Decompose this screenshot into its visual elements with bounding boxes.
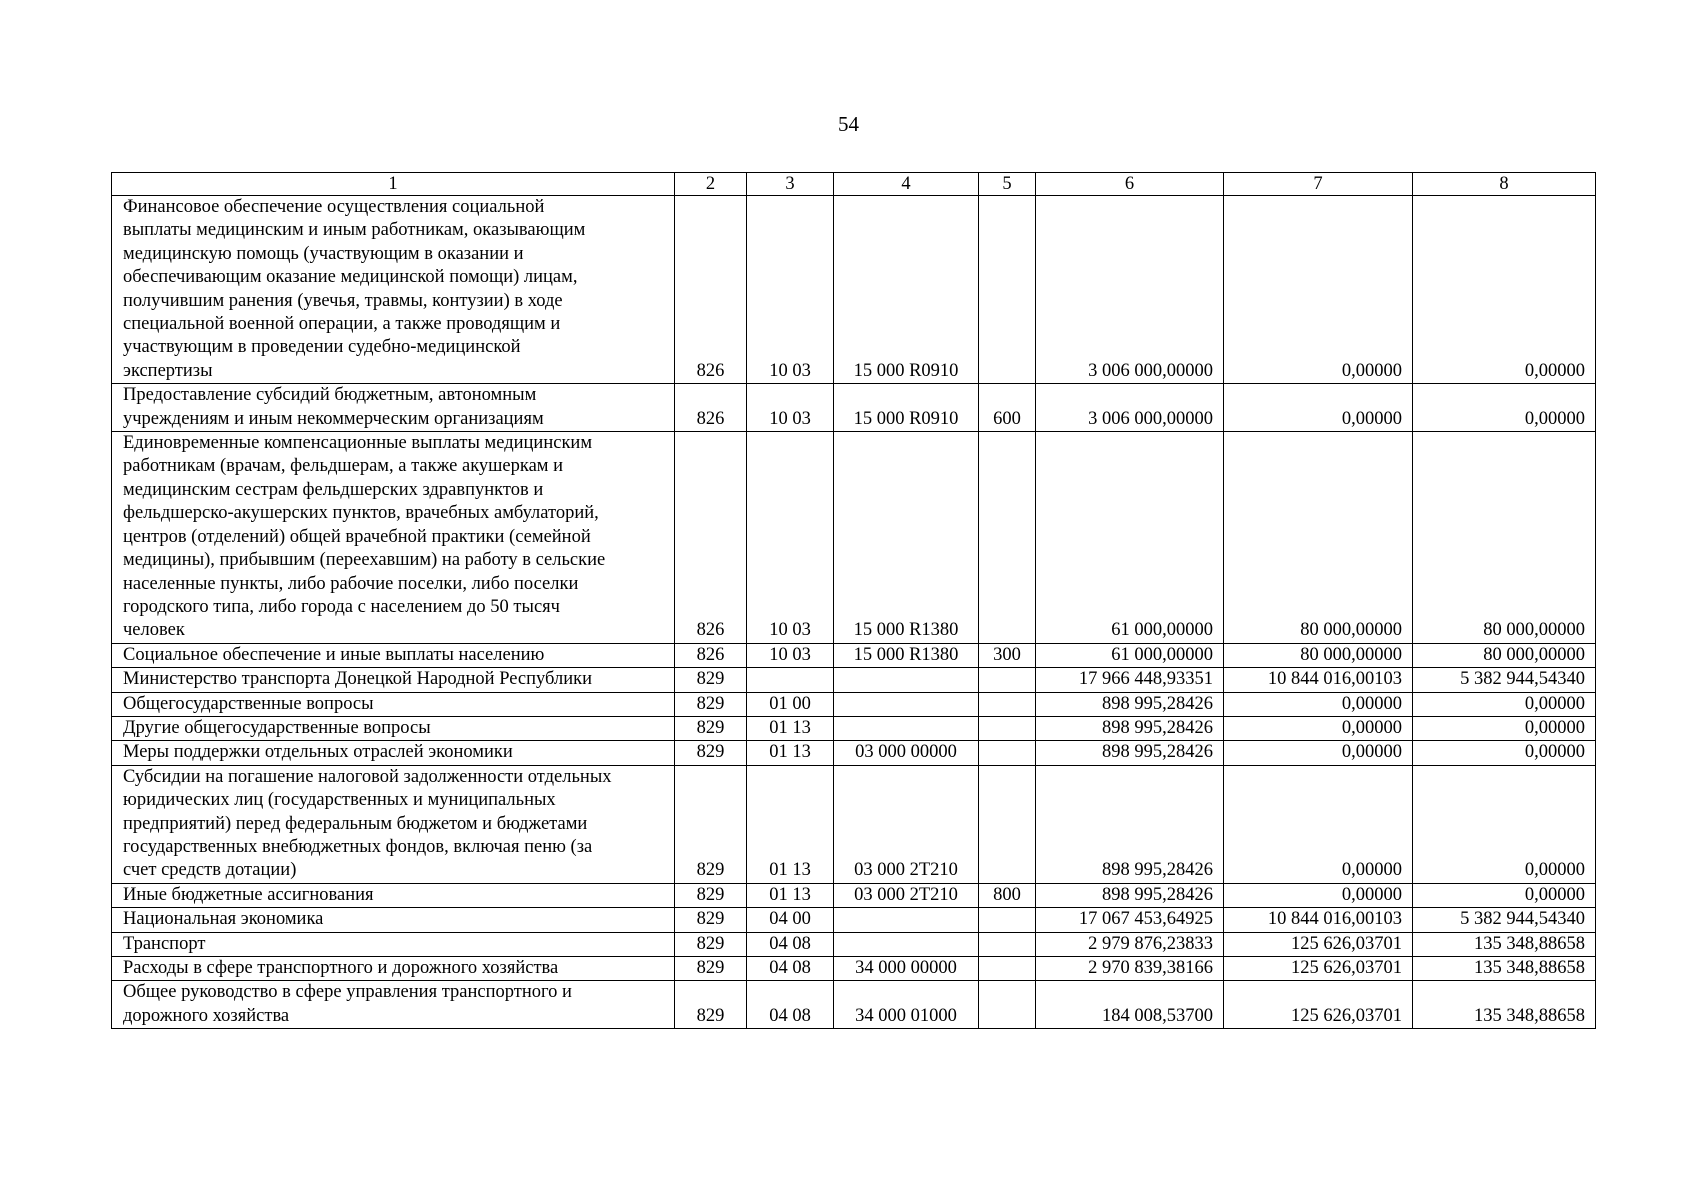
amount-col8-cell: 135 348,88658: [1413, 957, 1596, 981]
admin-code-cell: 829: [675, 981, 747, 1029]
section-code-cell: 01 00: [747, 692, 834, 716]
amount-col7-cell: 125 626,03701: [1224, 957, 1413, 981]
expense-type-cell: [979, 668, 1036, 692]
item-name-line: выплаты медицинским и иным работникам, оказывающим: [123, 220, 586, 241]
item-name-line: экспертизы: [123, 360, 213, 381]
item-name-line: Меры поддержки отдельных отраслей экономики: [123, 742, 513, 763]
expense-type-cell: [979, 981, 1036, 1029]
amount-col6-cell: 61 000,00000: [1036, 643, 1224, 667]
item-name-line: обеспечивающим оказание медицинской помощи) лицам,: [123, 267, 578, 288]
admin-code-cell: 829: [675, 716, 747, 740]
expense-type-cell: [979, 716, 1036, 740]
amount-col6-cell: 3 006 000,00000: [1036, 196, 1224, 384]
table-row: [112, 692, 1596, 716]
item-name-cell: [112, 384, 675, 432]
amount-col8-cell: 0,00000: [1413, 741, 1596, 765]
item-name-line: государственных внебюджетных фондов, включая пеню (за: [123, 836, 593, 857]
table-header-row: [112, 173, 1596, 196]
target-article-cell: 03 000 00000: [834, 741, 979, 765]
item-name-line: Социальное обеспечение и иные выплаты населению: [123, 644, 545, 665]
admin-code-cell: 829: [675, 765, 747, 883]
item-name-line: медицинским сестрам фельдшерских здравпунктов и: [123, 479, 544, 500]
item-name-line: Национальная экономика: [123, 909, 324, 930]
table-row: [112, 741, 1596, 765]
amount-col7-cell: 0,00000: [1224, 716, 1413, 740]
item-name-line: Другие общегосударственные вопросы: [123, 717, 431, 738]
item-name-cell: [112, 196, 675, 384]
header-cell: 8: [1413, 173, 1596, 196]
table-row: [112, 716, 1596, 740]
expense-type-cell: [979, 932, 1036, 956]
table-row: [112, 643, 1596, 667]
item-name-cell: [112, 908, 675, 932]
item-name-line: счет средств дотации): [123, 860, 297, 881]
item-name-cell: [112, 765, 675, 883]
target-article-cell: 15 000 R0910: [834, 384, 979, 432]
amount-col6-cell: 898 995,28426: [1036, 741, 1224, 765]
admin-code-cell: 829: [675, 741, 747, 765]
amount-col8-cell: 0,00000: [1413, 765, 1596, 883]
amount-col8-cell: 80 000,00000: [1413, 643, 1596, 667]
header-cell: 1: [112, 173, 675, 196]
target-article-cell: [834, 716, 979, 740]
item-name-line: Субсидии на погашение налоговой задолженности отдельных: [123, 766, 612, 787]
amount-col6-cell: 17 067 453,64925: [1036, 908, 1224, 932]
expense-type-cell: 600: [979, 384, 1036, 432]
item-name-line: участвующим в проведении судебно-медицинской: [123, 337, 521, 358]
expense-type-cell: [979, 196, 1036, 384]
admin-code-cell: 829: [675, 883, 747, 907]
budget-table: [111, 172, 1596, 1029]
table-row: [112, 957, 1596, 981]
item-name-line: юридических лиц (государственных и муниципальных: [123, 790, 556, 811]
item-name-line: Предоставление субсидий бюджетным, автономным: [123, 385, 537, 406]
item-name-line: предприятий) перед федеральным бюджетом и бюджетами: [123, 813, 588, 834]
amount-col6-cell: 898 995,28426: [1036, 883, 1224, 907]
amount-col6-cell: 61 000,00000: [1036, 432, 1224, 644]
target-article-cell: 34 000 01000: [834, 981, 979, 1029]
amount-col7-cell: 0,00000: [1224, 883, 1413, 907]
header-cell: 5: [979, 173, 1036, 196]
table-row: [112, 883, 1596, 907]
amount-col8-cell: 0,00000: [1413, 716, 1596, 740]
admin-code-cell: 829: [675, 908, 747, 932]
header-cell: 4: [834, 173, 979, 196]
target-article-cell: [834, 908, 979, 932]
admin-code-cell: 829: [675, 668, 747, 692]
target-article-cell: 15 000 R1380: [834, 432, 979, 644]
expense-type-cell: [979, 432, 1036, 644]
admin-code-cell: 826: [675, 384, 747, 432]
item-name-line: центров (отделений) общей врачебной практики (семейной: [123, 526, 591, 547]
item-name-line: человек: [123, 620, 185, 641]
amount-col7-cell: 0,00000: [1224, 765, 1413, 883]
section-code-cell: 10 03: [747, 196, 834, 384]
item-name-line: фельдшерско-акушерских пунктов, врачебных амбулаторий,: [123, 503, 599, 524]
section-code-cell: 01 13: [747, 765, 834, 883]
item-name-line: получившим ранения (увечья, травмы, контузии) в ходе: [123, 290, 563, 311]
header-cell: 2: [675, 173, 747, 196]
expense-type-cell: [979, 765, 1036, 883]
item-name-line: Общее руководство в сфере управления транспортного и: [123, 982, 572, 1003]
item-name-line: Министерство транспорта Донецкой Народной Республики: [123, 669, 593, 690]
section-code-cell: 01 13: [747, 716, 834, 740]
table-row: [112, 384, 1596, 432]
amount-col7-cell: 10 844 016,00103: [1224, 668, 1413, 692]
section-code-cell: 01 13: [747, 741, 834, 765]
target-article-cell: 34 000 00000: [834, 957, 979, 981]
expense-type-cell: 800: [979, 883, 1036, 907]
amount-col6-cell: 898 995,28426: [1036, 716, 1224, 740]
amount-col7-cell: 0,00000: [1224, 692, 1413, 716]
item-name-line: медицинскую помощь (участвующим в оказании и: [123, 243, 524, 264]
amount-col8-cell: 0,00000: [1413, 384, 1596, 432]
item-name-line: Транспорт: [123, 933, 206, 954]
item-name-line: населенные пункты, либо рабочие поселки, либо поселки: [123, 573, 579, 594]
expense-type-cell: 300: [979, 643, 1036, 667]
item-name-cell: [112, 716, 675, 740]
item-name-cell: [112, 741, 675, 765]
item-name-line: работникам (врачам, фельдшерам, а также акушеркам и: [123, 456, 564, 477]
admin-code-cell: 829: [675, 692, 747, 716]
expense-type-cell: [979, 957, 1036, 981]
amount-col7-cell: 0,00000: [1224, 384, 1413, 432]
table-row: [112, 196, 1596, 384]
amount-col7-cell: 125 626,03701: [1224, 981, 1413, 1029]
amount-col6-cell: 3 006 000,00000: [1036, 384, 1224, 432]
admin-code-cell: 826: [675, 196, 747, 384]
target-article-cell: 15 000 R1380: [834, 643, 979, 667]
section-code-cell: 01 13: [747, 883, 834, 907]
table-row: [112, 908, 1596, 932]
item-name-line: дорожного хозяйства: [123, 1005, 290, 1026]
table-body: [112, 173, 1596, 1029]
item-name-line: Иные бюджетные ассигнования: [123, 884, 374, 905]
item-name-line: специальной военной операции, а также проводящим и: [123, 314, 561, 335]
amount-col6-cell: 898 995,28426: [1036, 765, 1224, 883]
target-article-cell: [834, 668, 979, 692]
target-article-cell: 03 000 2Т210: [834, 765, 979, 883]
amount-col7-cell: 80 000,00000: [1224, 643, 1413, 667]
item-name-line: Расходы в сфере транспортного и дорожного хозяйства: [123, 958, 559, 978]
item-name-cell: [112, 643, 675, 667]
section-code-cell: 04 08: [747, 981, 834, 1029]
amount-col7-cell: 0,00000: [1224, 741, 1413, 765]
table-row: [112, 981, 1596, 1029]
section-code-cell: 10 03: [747, 384, 834, 432]
amount-col7-cell: 125 626,03701: [1224, 932, 1413, 956]
amount-col8-cell: 0,00000: [1413, 692, 1596, 716]
table-row: [112, 668, 1596, 692]
table-row: [112, 932, 1596, 956]
amount-col7-cell: 10 844 016,00103: [1224, 908, 1413, 932]
table-row: [112, 432, 1596, 644]
section-code-cell: 10 03: [747, 643, 834, 667]
amount-col8-cell: 135 348,88658: [1413, 932, 1596, 956]
page-number: 54: [838, 112, 859, 136]
amount-col7-cell: 0,00000: [1224, 196, 1413, 384]
amount-col8-cell: 135 348,88658: [1413, 981, 1596, 1029]
target-article-cell: [834, 932, 979, 956]
expense-type-cell: [979, 692, 1036, 716]
item-name-cell: [112, 883, 675, 907]
amount-col8-cell: 5 382 944,54340: [1413, 908, 1596, 932]
item-name-cell: [112, 981, 675, 1029]
target-article-cell: [834, 692, 979, 716]
section-code-cell: [747, 668, 834, 692]
item-name-cell: [112, 957, 675, 981]
item-name-line: Единовременные компенсационные выплаты медицинским: [123, 433, 593, 454]
item-name-cell: [112, 432, 675, 644]
admin-code-cell: 826: [675, 643, 747, 667]
admin-code-cell: 829: [675, 957, 747, 981]
item-name-line: городского типа, либо города с населением до 50 тысяч: [123, 596, 560, 617]
item-name-line: медицины), прибывшим (переехавшим) на работу в сельские: [123, 550, 606, 571]
target-article-cell: 03 000 2Т210: [834, 883, 979, 907]
amount-col7-cell: 80 000,00000: [1224, 432, 1413, 644]
item-name-cell: [112, 692, 675, 716]
table-row: [112, 765, 1596, 883]
amount-col8-cell: 0,00000: [1413, 196, 1596, 384]
amount-col6-cell: 2 970 839,38166: [1036, 957, 1224, 981]
amount-col6-cell: 184 008,53700: [1036, 981, 1224, 1029]
expense-type-cell: [979, 908, 1036, 932]
section-code-cell: 10 03: [747, 432, 834, 644]
target-article-cell: 15 000 R0910: [834, 196, 979, 384]
item-name-cell: [112, 932, 675, 956]
section-code-cell: 04 00: [747, 908, 834, 932]
amount-col8-cell: 5 382 944,54340: [1413, 668, 1596, 692]
section-code-cell: 04 08: [747, 932, 834, 956]
item-name-cell: [112, 668, 675, 692]
item-name-line: Общегосударственные вопросы: [123, 693, 374, 714]
amount-col8-cell: 0,00000: [1413, 883, 1596, 907]
item-name-line: Финансовое обеспечение осуществления социальной: [123, 197, 545, 217]
item-name-line: учреждениям и иным некоммерческим организациям: [123, 408, 544, 429]
admin-code-cell: 829: [675, 932, 747, 956]
header-cell: 6: [1036, 173, 1224, 196]
section-code-cell: 04 08: [747, 957, 834, 981]
amount-col6-cell: 2 979 876,23833: [1036, 932, 1224, 956]
expense-type-cell: [979, 741, 1036, 765]
header-cell: 3: [747, 173, 834, 196]
amount-col6-cell: 17 966 448,93351: [1036, 668, 1224, 692]
amount-col8-cell: 80 000,00000: [1413, 432, 1596, 644]
header-cell: 7: [1224, 173, 1413, 196]
admin-code-cell: 826: [675, 432, 747, 644]
amount-col6-cell: 898 995,28426: [1036, 692, 1224, 716]
